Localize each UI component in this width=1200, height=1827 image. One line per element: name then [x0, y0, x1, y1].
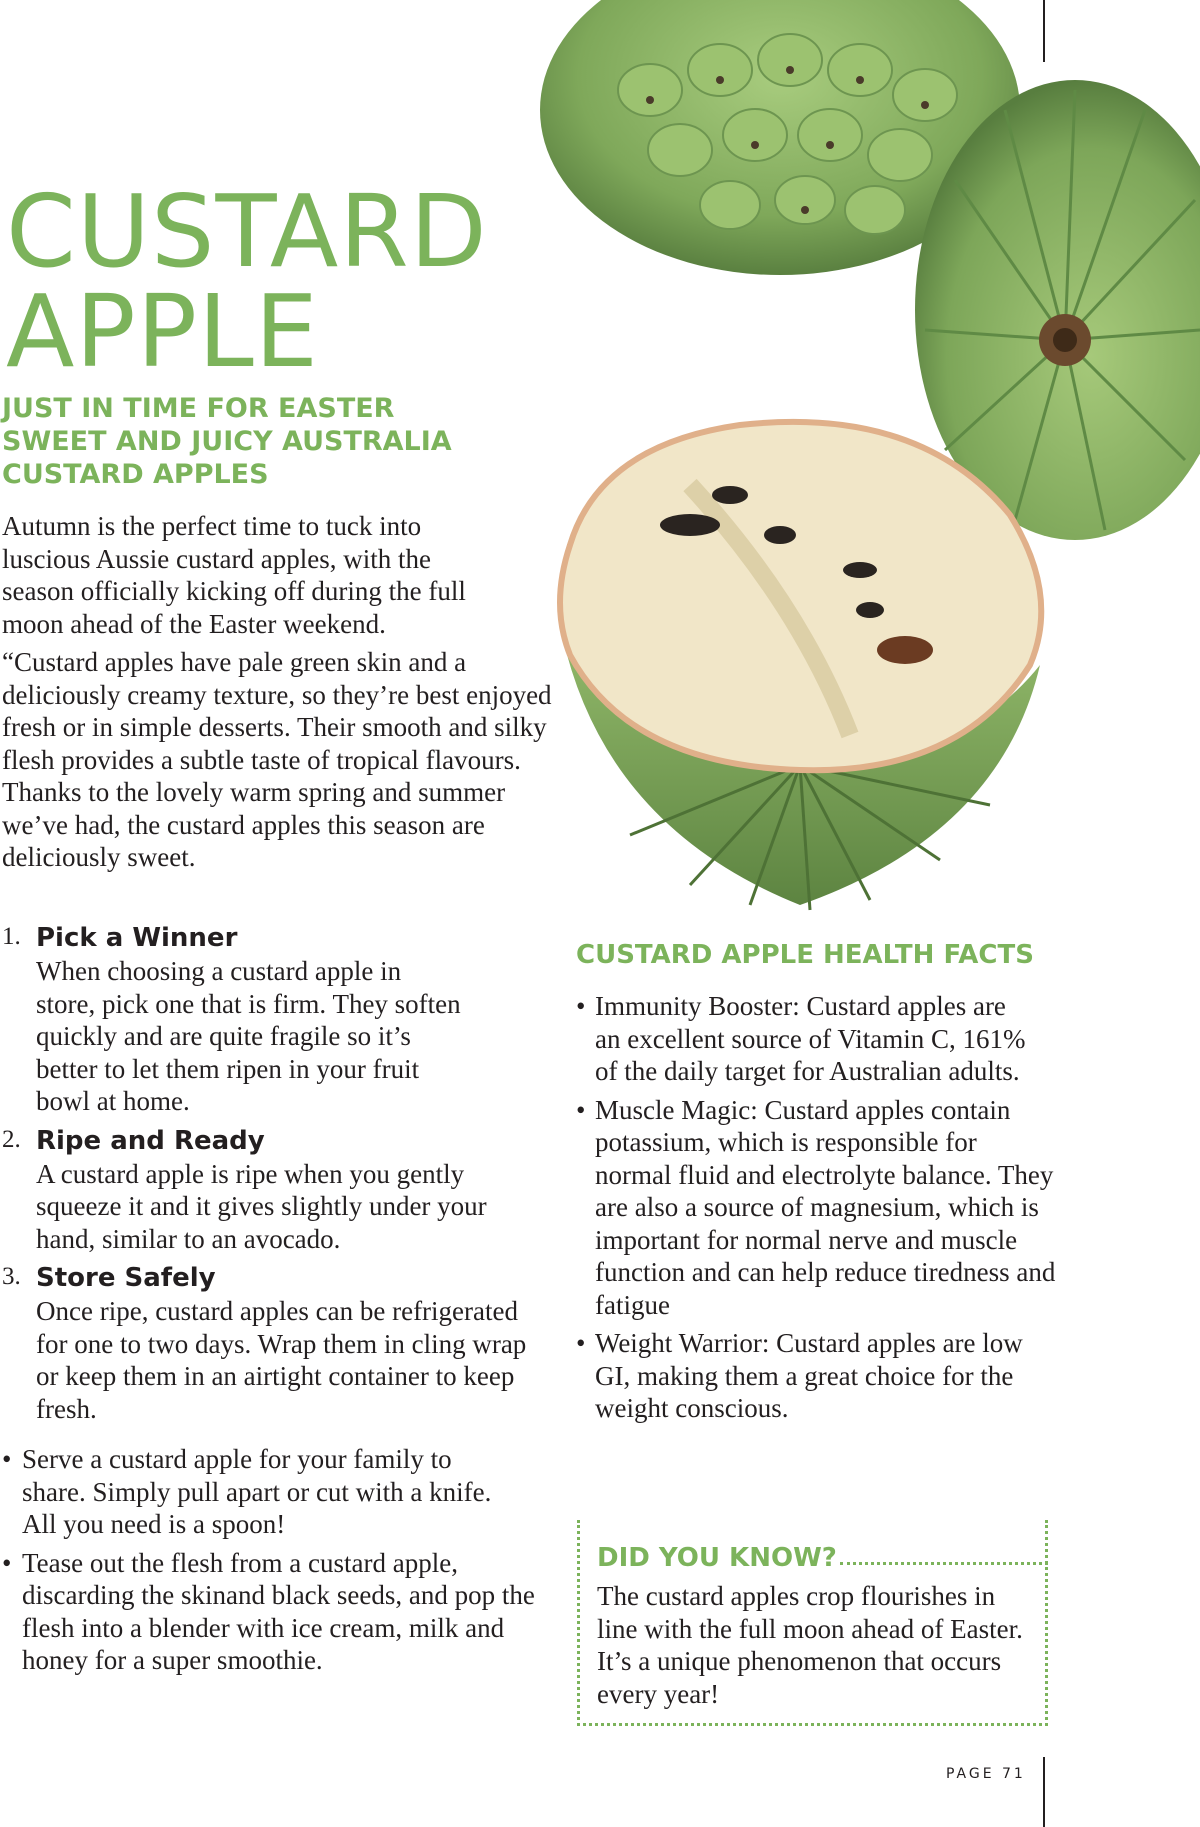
tip-heading: Pick a Winner [36, 923, 238, 953]
subtitle-line-2: SWEET AND JUICY AUSTRALIA [2, 426, 452, 457]
tip-item [2, 1124, 562, 1256]
cut-custard-apple-image [540, 405, 1060, 915]
health-facts-list [576, 990, 1076, 1431]
intro-quote-paragraph: “Custard apples have pale green skin and a deliciously creamy texture, so they’re best enjoyed fresh or in simple desserts. Their smooth and silky flesh provides a subtle taste of tropical flavours. Thanks to the lovely warm spring and summer we’ve had, the custard apples this season are deliciously sweet. [2, 647, 552, 872]
tip-body: When choosing a custard apple in store, pick one that is firm. They soften quickly and are quite fragile so it’s better to let them ripen in your fruit bowl at home. [36, 956, 461, 1116]
tip-heading: Ripe and Ready [36, 1125, 265, 1156]
did-you-know-divider [840, 1562, 1048, 1565]
list-item: • Serve a custard apple for your family to share. Simply pull apart or cut with a knife. All you need is a spoon! [2, 1443, 502, 1541]
tip-item [2, 1261, 562, 1425]
tip-number: 1. [2, 923, 21, 950]
tip-body: A custard apple is ripe when you gently squeeze it and it gives slightly under your hand, similar to an avocado. [36, 1158, 487, 1254]
tip-item [2, 921, 562, 1118]
article-title-line-2: APPLE [6, 273, 319, 390]
tip-number: 2. [2, 1125, 21, 1153]
intro-paragraph: Autumn is the perfect time to tuck into luscious Aussie custard apples, with the season officially kicking off during the full moon ahead of the Easter weekend. [2, 511, 466, 639]
intro-text [2, 510, 562, 880]
footer-rule [1043, 1757, 1045, 1827]
serving-tips-list [2, 1443, 562, 1683]
list-item: • Weight Warrior: Custard apples are low GI, making them a great choice for the weight conscious. [576, 1327, 1046, 1425]
did-you-know-heading: DID YOU KNOW? [597, 1543, 837, 1573]
tip-number: 3. [2, 1263, 21, 1290]
tips-list [2, 921, 562, 1431]
subtitle-line-3: CUSTARD APPLES [2, 459, 269, 490]
article-title-line-1: CUSTARD [6, 173, 488, 290]
tip-body: Once ripe, custard apples can be refrigerated for one to two days. Wrap them in cling wrap or keep them in an airtight container to keep fresh. [36, 1296, 527, 1424]
subtitle-line-1: JUST IN TIME FOR EASTER [2, 393, 395, 424]
health-facts-heading: CUSTARD APPLE HEALTH FACTS [576, 940, 1034, 970]
tip-heading: Store Safely [36, 1263, 216, 1293]
page-number: PAGE 71 [946, 1766, 1026, 1782]
article-subtitle [2, 392, 472, 491]
article-title [6, 173, 488, 390]
list-item: • Immunity Booster: Custard apples are an excellent source of Vitamin C, 161% of the daily target for Australian adults. [576, 990, 1026, 1088]
list-item: • Tease out the flesh from a custard apple, discarding the skinand black seeds, and pop the flesh into a blender with ice cream, milk and honey for a super smoothie. [2, 1547, 552, 1677]
list-item: • Muscle Magic: Custard apples contain potassium, which is responsible for normal fluid and electrolyte balance. They are also a source of magnesium, which is important for normal nerve and muscle function and can help reduce tiredness and fatigue [576, 1094, 1056, 1322]
did-you-know-text: The custard apples crop flourishes in line with the full moon ahead of Easter. It’s a unique phenomenon that occurs every year! [597, 1581, 1023, 1709]
